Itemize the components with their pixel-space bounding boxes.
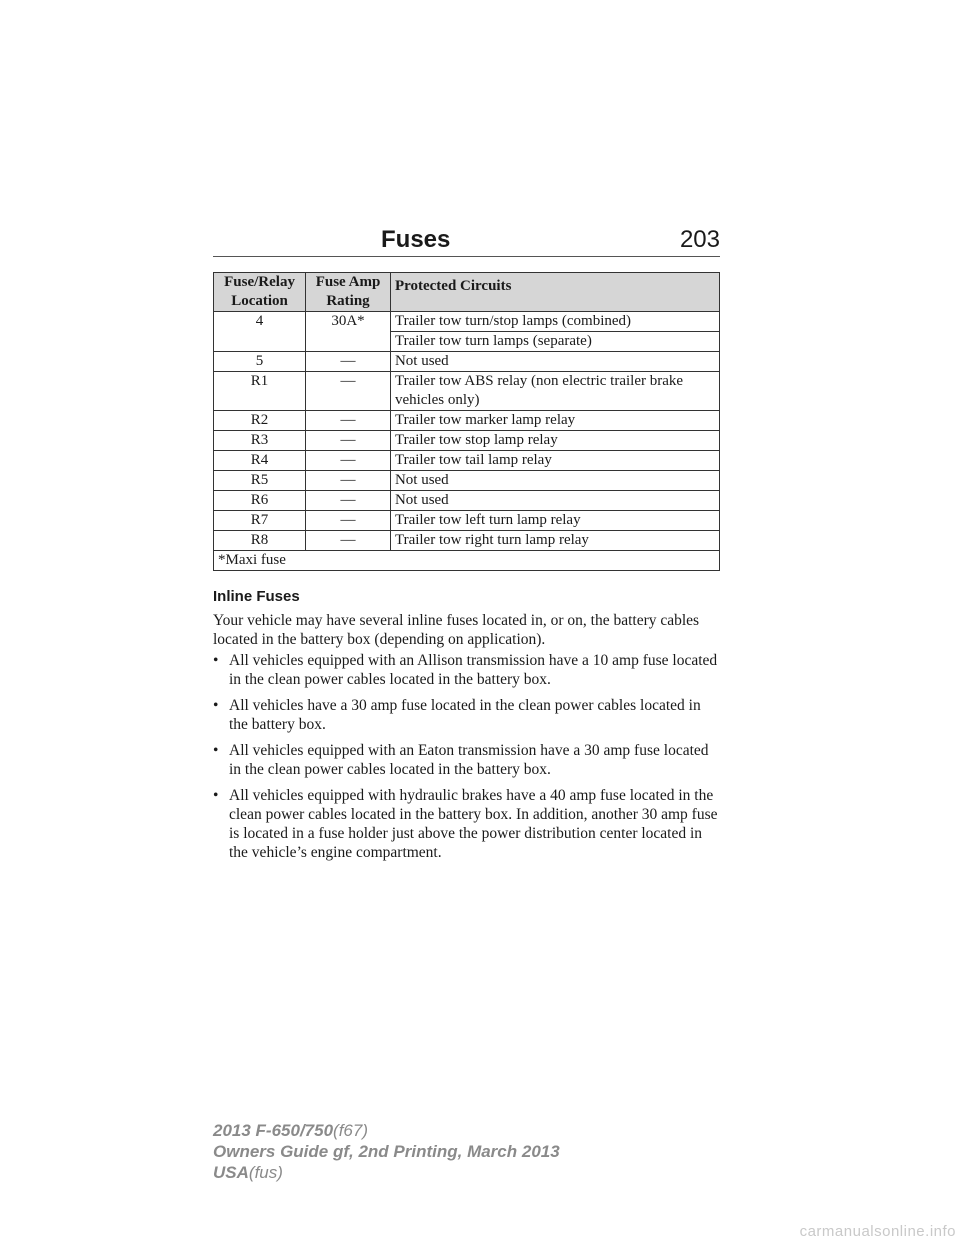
cell-location: R8 bbox=[214, 531, 306, 551]
table-row bbox=[214, 411, 720, 431]
table-row bbox=[214, 431, 720, 451]
cell-rating: — bbox=[306, 451, 391, 471]
cell-rating: — bbox=[306, 372, 391, 411]
page-number: 203 bbox=[679, 226, 720, 253]
footer-model: 2013 F-650/750 bbox=[213, 1121, 334, 1140]
cell-rating: 30A* bbox=[306, 312, 391, 332]
column-header-line: Fuse/Relay bbox=[224, 274, 295, 290]
footer-market-code: (fus) bbox=[248, 1163, 283, 1182]
cell-circuit: Trailer tow tail lamp relay bbox=[390, 451, 719, 471]
cell-location: R2 bbox=[214, 411, 306, 431]
cell-location: R3 bbox=[214, 431, 306, 451]
cell-rating: — bbox=[306, 511, 391, 531]
page-header bbox=[213, 226, 720, 256]
cell-rating: — bbox=[306, 531, 391, 551]
list-item-text: All vehicles equipped with an Allison transmission have a 10 amp fuse located in the clean power cables located in the battery box. bbox=[229, 652, 718, 688]
table-row bbox=[214, 352, 720, 372]
table-row bbox=[214, 471, 720, 491]
footer-market: USA bbox=[213, 1163, 249, 1182]
footer-code: (f67) bbox=[333, 1121, 369, 1140]
section-title: Fuses bbox=[381, 226, 451, 253]
bullet-list bbox=[213, 651, 723, 869]
bullet-icon: • bbox=[213, 652, 219, 669]
cell-circuit: Trailer tow ABS relay (non electric trailer brake vehicles only) bbox=[390, 372, 719, 411]
cell-location: R6 bbox=[214, 491, 306, 511]
table-row bbox=[214, 511, 720, 531]
cell-circuit: Not used bbox=[390, 491, 719, 511]
section-heading: Inline Fuses bbox=[213, 588, 300, 605]
cell-circuit: Trailer tow turn/stop lamps (combined) bbox=[390, 312, 719, 332]
document-footer bbox=[213, 1120, 560, 1183]
cell-rating: — bbox=[306, 471, 391, 491]
list-item bbox=[213, 696, 723, 734]
bullet-icon: • bbox=[213, 742, 219, 759]
footer-line: Owners Guide gf, 2nd Printing, March 2013 bbox=[213, 1142, 560, 1161]
cell-circuit: Trailer tow stop lamp relay bbox=[390, 431, 719, 451]
table-row bbox=[214, 491, 720, 511]
cell-circuit: Trailer tow turn lamps (separate) bbox=[390, 332, 719, 352]
cell-rating: — bbox=[306, 352, 391, 372]
list-item bbox=[213, 741, 723, 779]
fuse-table bbox=[213, 272, 720, 571]
footer-line bbox=[213, 1120, 560, 1141]
cell-rating: — bbox=[306, 491, 391, 511]
cell-location: R4 bbox=[214, 451, 306, 471]
table-header-row bbox=[214, 273, 720, 312]
table-row bbox=[214, 531, 720, 551]
table-row bbox=[214, 372, 720, 411]
cell-location bbox=[214, 332, 306, 352]
cell-circuit: Not used bbox=[390, 352, 719, 372]
cell-rating: — bbox=[306, 431, 391, 451]
table-row bbox=[214, 332, 720, 352]
cell-location: 4 bbox=[214, 312, 306, 332]
table-footnote-row bbox=[214, 551, 720, 571]
cell-rating: — bbox=[306, 411, 391, 431]
bullet-icon: • bbox=[213, 787, 219, 804]
column-header-line: Rating bbox=[326, 293, 370, 309]
column-header-circuits: Protected Circuits bbox=[390, 273, 719, 312]
section-intro: Your vehicle may have several inline fuses located in, or on, the battery cables located in the battery box (depending on application). bbox=[213, 612, 700, 648]
column-header-line: Location bbox=[231, 293, 288, 309]
cell-location: R1 bbox=[214, 372, 306, 411]
watermark: carmanualsonline.info bbox=[799, 1223, 956, 1240]
table-row bbox=[214, 312, 720, 332]
column-header-line: Fuse Amp bbox=[315, 274, 381, 290]
bullet-icon: • bbox=[213, 697, 219, 714]
column-header-location bbox=[214, 273, 306, 312]
column-header-rating bbox=[306, 273, 391, 312]
footer-line bbox=[213, 1162, 560, 1183]
list-item-text: All vehicles equipped with an Eaton transmission have a 30 amp fuse located in the clean power cables located in the battery box. bbox=[229, 742, 709, 778]
table-footnote: *Maxi fuse bbox=[214, 551, 720, 571]
cell-circuit: Trailer tow right turn lamp relay bbox=[390, 531, 719, 551]
cell-circuit: Trailer tow left turn lamp relay bbox=[390, 511, 719, 531]
cell-rating bbox=[306, 332, 391, 352]
cell-circuit: Trailer tow marker lamp relay bbox=[390, 411, 719, 431]
cell-location: R7 bbox=[214, 511, 306, 531]
header-rule bbox=[213, 256, 720, 257]
list-item-text: All vehicles equipped with hydraulic brakes have a 40 amp fuse located in the clean power cables located in the battery box. In addition, another 30 amp fuse is located in a fuse holder just above the power distribution center located in the vehicle’s engine compartment. bbox=[229, 787, 718, 861]
list-item bbox=[213, 786, 723, 862]
list-item bbox=[213, 651, 723, 689]
table-row bbox=[214, 451, 720, 471]
list-item-text: All vehicles have a 30 amp fuse located in the clean power cables located in the battery box. bbox=[229, 697, 701, 733]
cell-location: R5 bbox=[214, 471, 306, 491]
cell-location: 5 bbox=[214, 352, 306, 372]
cell-circuit: Not used bbox=[390, 471, 719, 491]
